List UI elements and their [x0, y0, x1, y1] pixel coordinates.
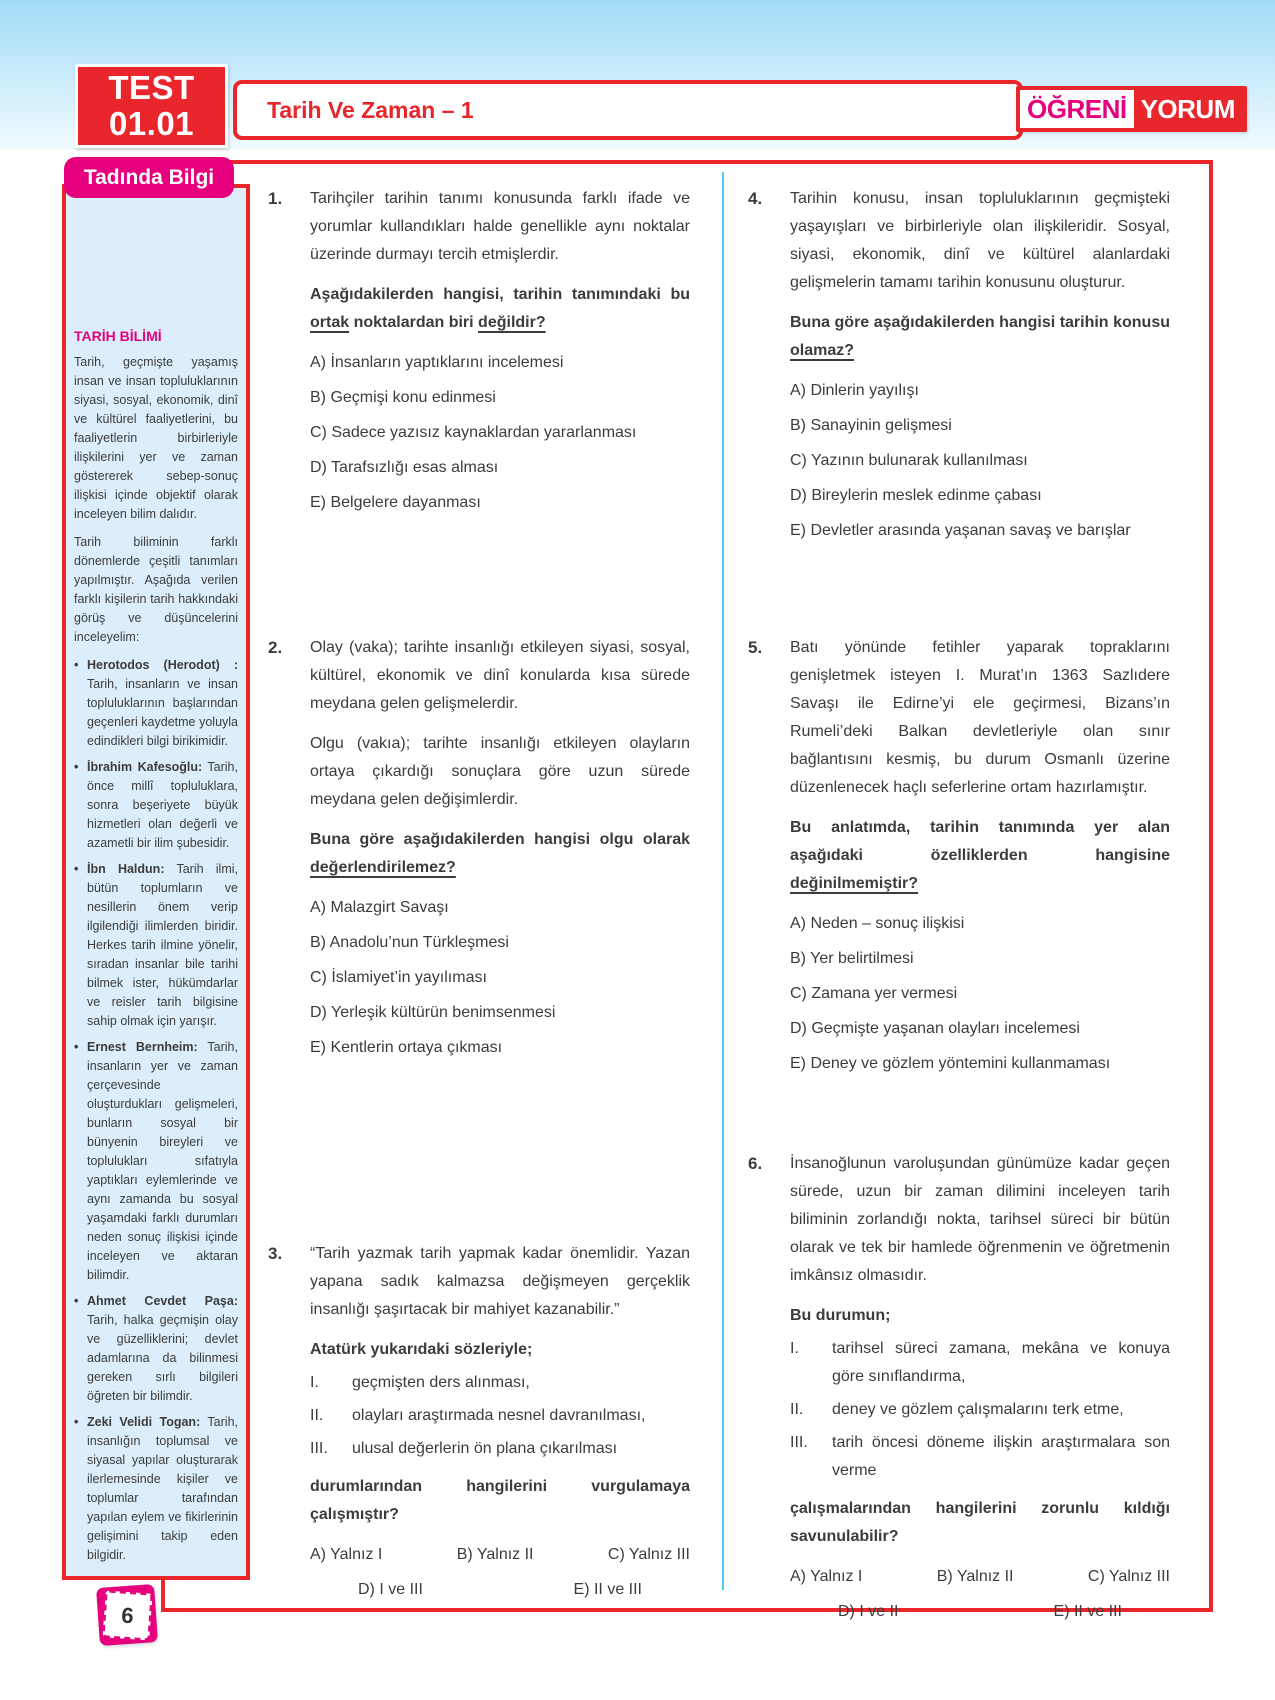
info-tab-label — [64, 157, 234, 198]
test-code-box — [75, 64, 228, 148]
option-c: C) Sadece yazısız kaynaklardan yararlanması — [310, 424, 637, 441]
question-paragraph: “Tarih yazmak tarih yapmak kadar önemlidir. Yazan yapana sadık kalmazsa değişmeyen gerçeklik insanlığı şaşırtacak bir mahiyet kazanabilir.” — [310, 1245, 690, 1318]
logo-text-right: YORUM — [1134, 90, 1243, 128]
option-a: A) Malazgirt Savaşı — [310, 899, 449, 916]
roman-item — [310, 1369, 690, 1397]
option-c: C) Yalnız III — [607, 1546, 690, 1563]
logo-text-left: ÖĞRENİ — [1020, 90, 1134, 128]
option-b: B) Anadolu’nun Türkleşmesi — [310, 934, 509, 951]
question-1 — [268, 185, 690, 524]
sidebar-bullet — [74, 758, 238, 853]
question-body — [310, 1240, 690, 1604]
options-row-1 — [310, 1541, 690, 1569]
question-paragraph: Batı yönünde fetihler yaparak topraklarını genişletmek isteyen I. Murat’ın 1363 Sazlıdere Savaşı ile Edirne’yi ele geçirmesi, Bizans’ın Rumeli’deki Balkan devletleriyle olan sınır bağlantısını kesmiş, bu durum Osmanlı üzerine düzenlenecek haçlı seferlerine ortam hazırlamıştır. — [790, 639, 1170, 796]
question-intro: Bu durumun; — [790, 1307, 891, 1324]
option-b: B) Yalnız II — [456, 1546, 534, 1563]
bullet-icon: • — [74, 1040, 79, 1054]
option-a: A) Yalnız I — [310, 1546, 383, 1563]
question-2 — [268, 634, 690, 1069]
question-stem: çalışmalarından hangilerini zorunlu kıldığı savunulabilir? — [790, 1500, 1170, 1545]
option-d: D) Bireylerin meslek edinme çabası — [790, 487, 1042, 504]
bullet-text: İbrahim Kafesoğlu: Tarih, önce millî topluluklara, sonra beşeriyete büyük hizmetleri olan değerli ve azametli bir ilim şubesidir. — [87, 760, 238, 850]
question-6 — [748, 1150, 1170, 1626]
option-c: C) İslamiyet’in yayılıması — [310, 969, 487, 986]
roman-item-label: III. — [790, 1434, 808, 1451]
question-paragraph: Tarihçiler tarihin tanımı konusunda farklı ifade ve yorumlar kullandıkları halde genellikle aynı noktalar üzerinde durmayı tercih etmişlerdir. — [310, 190, 690, 263]
question-stem: Aşağıdakilerden hangisi, tarihin tanımındaki bu ortak noktalardan biri değildir? — [310, 286, 690, 331]
sidebar-content — [74, 353, 238, 1565]
sidebar-paragraph: Tarih, geçmişte yaşamış insan ve insan topluluklarının siyasi, sosyal, ekonomik, dinî ve kültürel faaliyetlerini, bu faaliyetlerin birbirleriyle ilişkilerini yer ve zaman göstererek sebep-sonuç ilişkisi içinde objektif olarak inceleyen bilim dalıdır. — [74, 355, 238, 521]
question-stem: durumlarından hangilerini vurgulamaya çalışmıştır? — [310, 1478, 690, 1523]
roman-item — [310, 1402, 690, 1430]
roman-item — [790, 1335, 1170, 1391]
option-a: A) İnsanların yaptıklarını incelemesi — [310, 354, 564, 371]
option-b: B) Geçmişi konu edinmesi — [310, 389, 496, 406]
question-paragraph: Tarihin konusu, insan topluluklarının geçmişteki yaşayışları ve birbirleriyle olan ilişkileridir. Sosyal, siyasi, ekonomik, dinî ve kültürel alanlardaki gelişmelerin tamamı tarihin konusunu oluşturur. — [790, 190, 1170, 291]
option-e: E) Kentlerin ortaya çıkması — [310, 1039, 503, 1056]
roman-item-text: geçmişten ders alınması, — [352, 1374, 530, 1391]
test-number: 01.01 — [108, 105, 195, 142]
bullet-author: Herotodos (Herodot) : — [87, 658, 238, 672]
bullet-text: Zeki Velidi Togan: Tarih, insanlığın toplumsal ve siyasal yapılar oluşturarak ilerlemesinde kişiler ve toplumlar tarafından yapılan eylem ve fikirlerinin gelişimini takip eden bilgidir. — [87, 1415, 238, 1562]
sidebar-bullet — [74, 860, 238, 1031]
question-5 — [748, 634, 1170, 1085]
question-paragraph: Olay (vaka); tarihte insanlığı etkileyen siyasi, sosyal, kültürel, ekonomik ve dinî konularda kısa sürede meydana gelen gelişmelerdir. — [310, 639, 690, 712]
roman-item-label: II. — [310, 1407, 324, 1424]
option-d: D) Geçmişte yaşanan olayları incelemesi — [790, 1020, 1080, 1037]
option-c: C) Zamana yer vermesi — [790, 985, 958, 1002]
question-number: 2. — [268, 638, 283, 657]
question-4 — [748, 185, 1170, 552]
roman-item-text: ulusal değerlerin ön plana çıkarılması — [352, 1440, 618, 1457]
bullet-author: İbn Haldun: — [87, 862, 165, 876]
bullet-author: Ahmet Cevdet Paşa: — [87, 1294, 238, 1308]
option-d: D) I ve II — [838, 1603, 899, 1620]
bullet-text: Ahmet Cevdet Paşa: Tarih, halka geçmişin olay ve güzelliklerini; devlet adamlarına da bilinmesi gereken sırlı bilgileri öğreten bir bilimdir. — [87, 1294, 238, 1403]
page-number-badge — [96, 1584, 158, 1646]
sidebar-bullet — [74, 1038, 238, 1285]
question-number: 3. — [268, 1244, 283, 1263]
options-row-2 — [310, 1576, 690, 1604]
header-band — [0, 0, 1275, 150]
page-title: Tarih Ve Zaman – 1 — [267, 96, 474, 123]
bullet-author: Ernest Bernheim: — [87, 1040, 198, 1054]
question-number: 1. — [268, 189, 283, 208]
option-b: B) Sanayinin gelişmesi — [790, 417, 952, 434]
roman-item — [310, 1435, 690, 1463]
question-paragraph: Olgu (vakıa); tarihte insanlığı etkileyen olayların ortaya çıkardığı sonuçlara göre uzun sürede meydana gelen değişimlerdir. — [310, 735, 690, 808]
bullet-icon: • — [74, 862, 79, 876]
sidebar-heading: TARİH BİLİMİ — [74, 328, 162, 344]
page-number: 6 — [102, 1590, 152, 1640]
question-3 — [268, 1240, 690, 1604]
option-e: E) Deney ve gözlem yöntemini kullanmaması — [790, 1055, 1111, 1072]
question-number: 5. — [748, 638, 763, 657]
sidebar-bullet — [74, 1413, 238, 1565]
option-d: D) I ve III — [358, 1581, 423, 1598]
sidebar-bullet — [74, 656, 238, 751]
sidebar-paragraph: Tarih biliminin farklı dönemlerde çeşitli tanımları yapılmıştır. Aşağıda verilen farklı kişilerin tarih hakkındaki görüş ve düşüncelerini inceleyelim: — [74, 535, 238, 644]
info-sidebar — [62, 184, 250, 1580]
option-b: B) Yer belirtilmesi — [790, 950, 914, 967]
roman-item-text: olayları araştırmada nesnel davranılması, — [352, 1407, 646, 1424]
bullet-icon: • — [74, 1415, 79, 1429]
question-body — [790, 634, 1170, 1085]
question-body — [310, 185, 690, 524]
bullet-text: İbn Haldun: Tarih ilmi, bütün toplumların ve nesillerin önem verip ilgilendiği ilimlerden biridir. Herkes tarih ilmine yönelir, sıradan insanlar bile tarihi bilmek ister, hükümdarlar ve reisler tarih bilgisine sahip olmak için yarışır. — [87, 862, 238, 1028]
roman-item-label: II. — [790, 1401, 804, 1418]
roman-item — [790, 1396, 1170, 1424]
question-body — [310, 634, 690, 1069]
option-a: A) Yalnız I — [790, 1568, 863, 1585]
bullet-author: İbrahim Kafesoğlu: — [87, 760, 203, 774]
bullet-text: Ernest Bernheim: Tarih, insanların yer ve zaman çerçevesinde oluşturdukları gelişmeleri, bunların sosyal bir bünyenin bireyleri ve toplulukları sıfatıyla yaptıkları eylemlerinde ve aynı zamanda bu sosyal yaşamdaki farklı durumları neden sonuç ilişkisi içinde inceleyen ve aktaran bilimdir. — [87, 1040, 238, 1282]
option-d: D) Yerleşik kültürün benimsenmesi — [310, 1004, 556, 1021]
question-stem: Buna göre aşağıdakilerden hangisi olgu olarak değerlendirilemez? — [310, 831, 690, 876]
question-number: 6. — [748, 1154, 763, 1173]
option-c: C) Yalnız III — [1087, 1568, 1170, 1585]
info-tab-text: Tadında Bilgi — [83, 165, 215, 189]
option-d: D) Tarafsızlığı esas alması — [310, 459, 499, 476]
roman-item — [790, 1429, 1170, 1485]
option-c: C) Yazının bulunarak kullanılması — [790, 452, 1028, 469]
bullet-author: Zeki Velidi Togan: — [87, 1415, 201, 1429]
test-word: TEST — [108, 69, 195, 106]
question-intro: Atatürk yukarıdaki sözleriyle; — [310, 1341, 533, 1358]
title-box — [233, 80, 1023, 140]
roman-item-text: tarih öncesi döneme ilişkin araştırmalara son verme — [832, 1434, 1170, 1479]
option-a: A) Dinlerin yayılışı — [790, 382, 919, 399]
options-row-1 — [790, 1563, 1170, 1591]
question-body — [790, 1150, 1170, 1626]
option-a: A) Neden – sonuç ilişkisi — [790, 915, 965, 932]
question-body — [790, 185, 1170, 552]
option-e: E) Devletler arasında yaşanan savaş ve barışlar — [790, 522, 1131, 539]
option-b: B) Yalnız II — [936, 1568, 1014, 1585]
roman-item-label: I. — [310, 1374, 319, 1391]
roman-item-label: I. — [790, 1340, 799, 1357]
publisher-logo — [1016, 86, 1247, 132]
column-divider — [722, 172, 724, 1590]
bullet-icon: • — [74, 1294, 79, 1308]
bullet-icon: • — [74, 658, 79, 672]
option-e: E) Belgelere dayanması — [310, 494, 481, 511]
options-row-2 — [790, 1598, 1170, 1626]
roman-item-text: tarihsel süreci zamana, mekâna ve konuya göre sınıflandırma, — [832, 1340, 1170, 1385]
bullet-icon: • — [74, 760, 79, 774]
bullet-text: Herotodos (Herodot) : Tarih, insanların ve insan topluluklarının başlarından geçenleri kaydetme yoluyla edindikleri bilgi birikimidir. — [87, 658, 238, 748]
question-stem: Buna göre aşağıdakilerden hangisi tarihin konusu olamaz? — [790, 314, 1170, 359]
roman-item-label: III. — [310, 1440, 328, 1457]
question-stem: Bu anlatımda, tarihin tanımında yer alan aşağıdaki özelliklerden hangisine değinilmemiştir? — [790, 819, 1170, 892]
question-number: 4. — [748, 189, 763, 208]
option-e: E) II ve III — [1053, 1603, 1122, 1620]
sidebar-bullet — [74, 1292, 238, 1406]
roman-item-text: deney ve gözlem çalışmalarını terk etme, — [832, 1401, 1124, 1418]
option-e: E) II ve III — [573, 1581, 642, 1598]
question-paragraph: İnsanoğlunun varoluşundan günümüze kadar geçen sürede, uzun bir zaman dilimini inceleyen tarih biliminin zorlandığı nokta, tarihsel süreci bir bütün olarak ve tek bir hamlede öğrenmenin ve öğretmenin imkânsız olmasıdır. — [790, 1155, 1170, 1284]
